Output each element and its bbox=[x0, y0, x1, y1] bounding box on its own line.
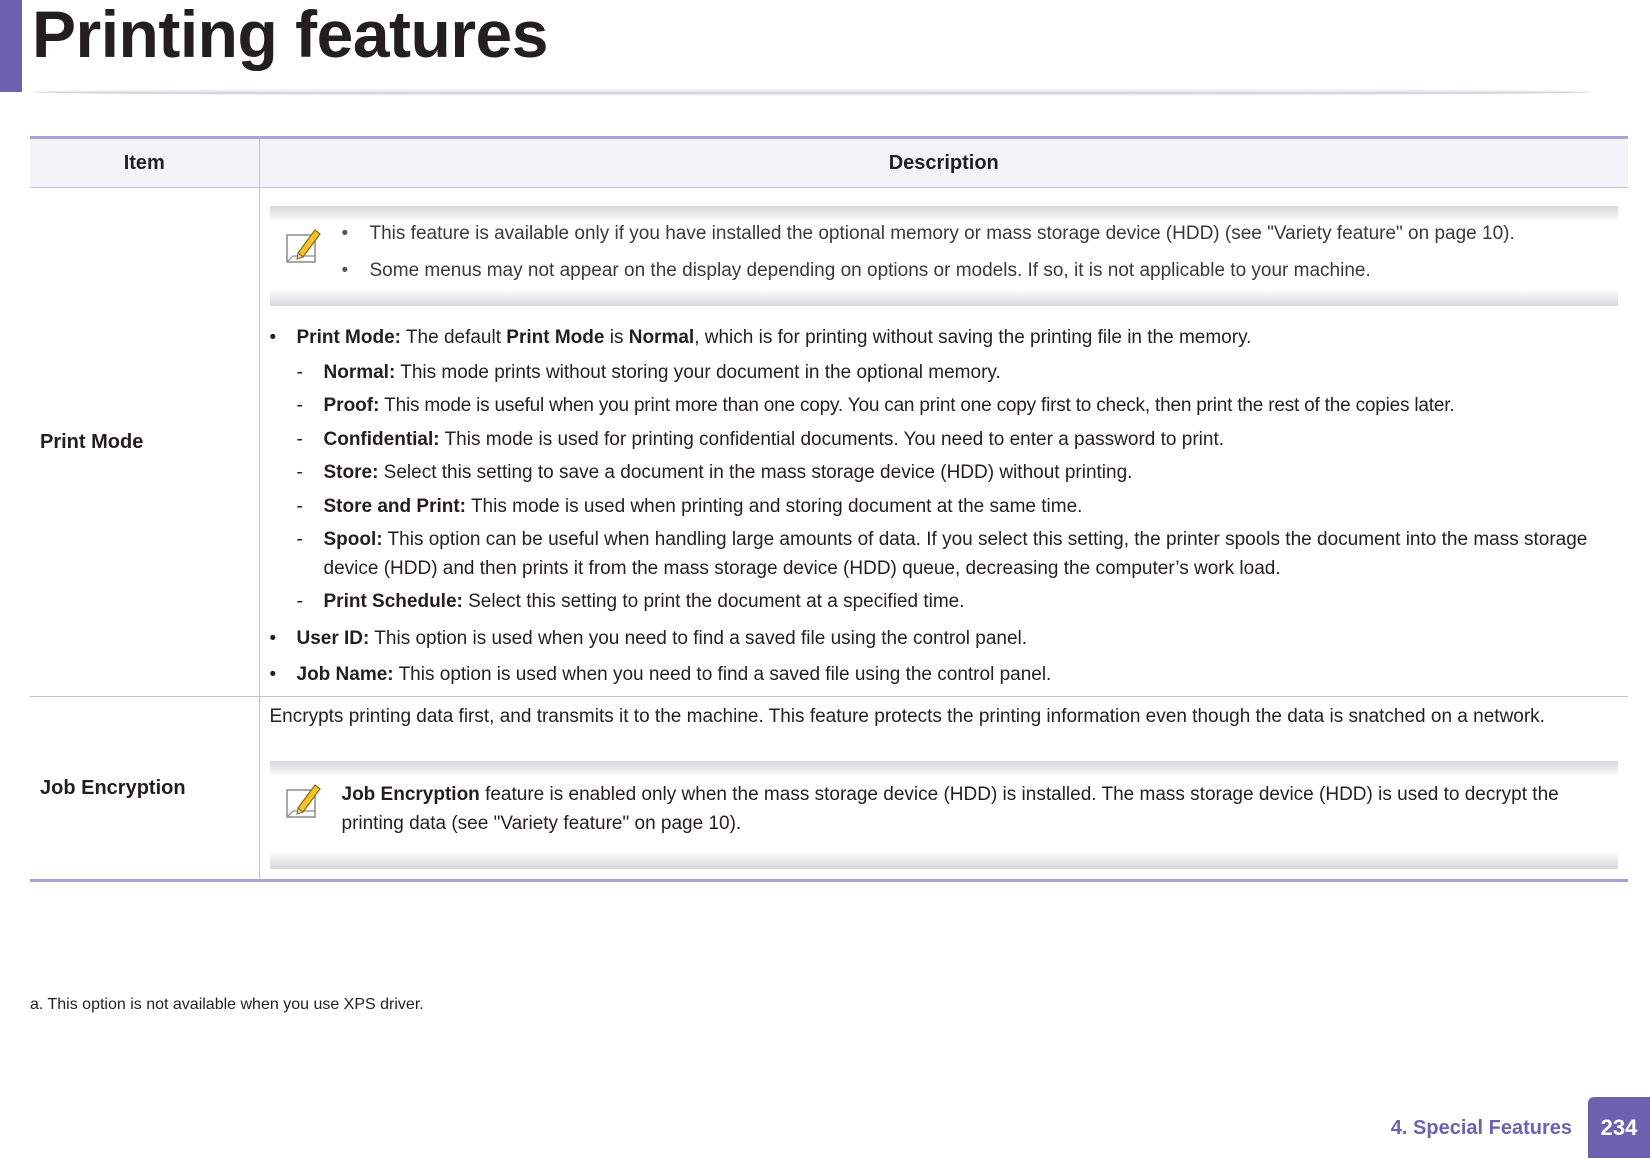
sub-option-text: This mode prints without storing your document in the optional memory. bbox=[395, 361, 1001, 383]
sub-option-text: This mode is useful when you print more than one copy. You can print one copy first to check, then print the rest of the copies later. bbox=[379, 395, 1455, 416]
footer-section-label: 4. Special Features bbox=[1390, 1117, 1572, 1139]
option-text: , which is for printing without saving the printing file in the memory. bbox=[694, 327, 1252, 348]
sub-options-list bbox=[297, 359, 1619, 617]
options-list bbox=[270, 324, 1619, 690]
note-bullet: • This feature is available only if you have installed the optional memory or mass storage device (HDD) (see "Variety feature" on page 10). bbox=[342, 220, 1611, 249]
sub-option-item bbox=[297, 359, 1619, 388]
sub-option-label: Store: bbox=[323, 462, 379, 483]
row-description bbox=[259, 188, 1628, 697]
note-box bbox=[270, 761, 1619, 869]
footnote: a. This option is not available when you use XPS driver. bbox=[30, 996, 424, 1013]
row-item-print-mode: Print Mode bbox=[30, 188, 259, 697]
row-item-job-encryption: Job Encryption bbox=[30, 696, 259, 881]
sub-option-label: Confidential: bbox=[323, 428, 440, 450]
table-row bbox=[30, 696, 1628, 881]
sub-option-item bbox=[297, 459, 1619, 488]
sub-option-label: Spool: bbox=[323, 529, 383, 550]
pencil-note-icon bbox=[284, 226, 324, 266]
row-description bbox=[259, 696, 1628, 881]
list-item-job-name bbox=[270, 661, 1619, 690]
note-box bbox=[270, 206, 1619, 306]
table-row bbox=[30, 188, 1628, 697]
option-emphasis: Normal bbox=[628, 327, 695, 348]
list-item-user-id bbox=[270, 625, 1619, 654]
features-table bbox=[30, 136, 1628, 882]
option-emphasis: Print Mode bbox=[506, 327, 605, 348]
option-text: is bbox=[604, 327, 629, 348]
table-header-row bbox=[30, 138, 1628, 188]
sub-option-label: Store and Print: bbox=[323, 495, 467, 517]
sub-option-label: Proof: bbox=[323, 395, 380, 416]
page-title: Printing features bbox=[32, 0, 548, 71]
sub-option-label: Normal: bbox=[323, 361, 396, 383]
note-bullet: • Some menus may not appear on the display depending on options or models. If so, it is not applicable to your machine. bbox=[342, 257, 1611, 286]
title-divider bbox=[32, 88, 1592, 96]
note-body: feature is enabled only when the mass storage device (HDD) is installed. The mass storage device (HDD) is used to decrypt the printing data (see "Variety feature" on page 10). bbox=[341, 784, 1559, 834]
pencil-note-icon bbox=[284, 781, 324, 821]
sub-option-text: This option can be useful when handling large amounts of data. If you select this setting, the printer spools the document into the mass storage device (HDD) and then prints it from the mass storage device (HDD) queue, decreasing the computer’s work load. bbox=[323, 529, 1588, 579]
description-text: Encrypts printing data first, and transmits it to the machine. This feature protects the printing information even though the data is snatched on a network. bbox=[269, 705, 1545, 727]
column-header-description: Description bbox=[259, 138, 1628, 188]
note-emphasis: Job Encryption bbox=[341, 784, 480, 805]
sub-option-item bbox=[297, 426, 1619, 455]
option-label: Job Name: bbox=[296, 664, 394, 685]
option-text: The default bbox=[401, 327, 507, 348]
sub-option-item bbox=[297, 493, 1619, 522]
sub-option-item bbox=[297, 392, 1619, 421]
sub-option-item bbox=[297, 588, 1619, 617]
sub-option-text: Select this setting to print the document at a specified time. bbox=[462, 591, 965, 612]
sub-option-text: This mode is used when printing and storing document at the same time. bbox=[466, 495, 1083, 517]
option-text: This option is used when you need to find a saved file using the control panel. bbox=[393, 664, 1052, 685]
column-header-item: Item bbox=[30, 138, 259, 188]
sub-option-item bbox=[297, 526, 1619, 583]
page-number: 234 bbox=[1588, 1097, 1650, 1158]
note-text bbox=[342, 781, 1611, 838]
sub-option-text: Select this setting to save a document in the mass storage device (HDD) without printing. bbox=[378, 462, 1133, 483]
option-label: Print Mode: bbox=[296, 327, 401, 348]
sub-option-text: This mode is used for printing confidential documents. You need to enter a password to print. bbox=[439, 428, 1225, 450]
option-label: User ID: bbox=[296, 627, 370, 649]
sub-option-label: Print Schedule: bbox=[323, 591, 463, 612]
list-item-print-mode bbox=[270, 324, 1619, 617]
option-text: This option is used when you need to find a saved file using the control panel. bbox=[369, 627, 1028, 649]
title-accent-bar bbox=[0, 0, 22, 92]
